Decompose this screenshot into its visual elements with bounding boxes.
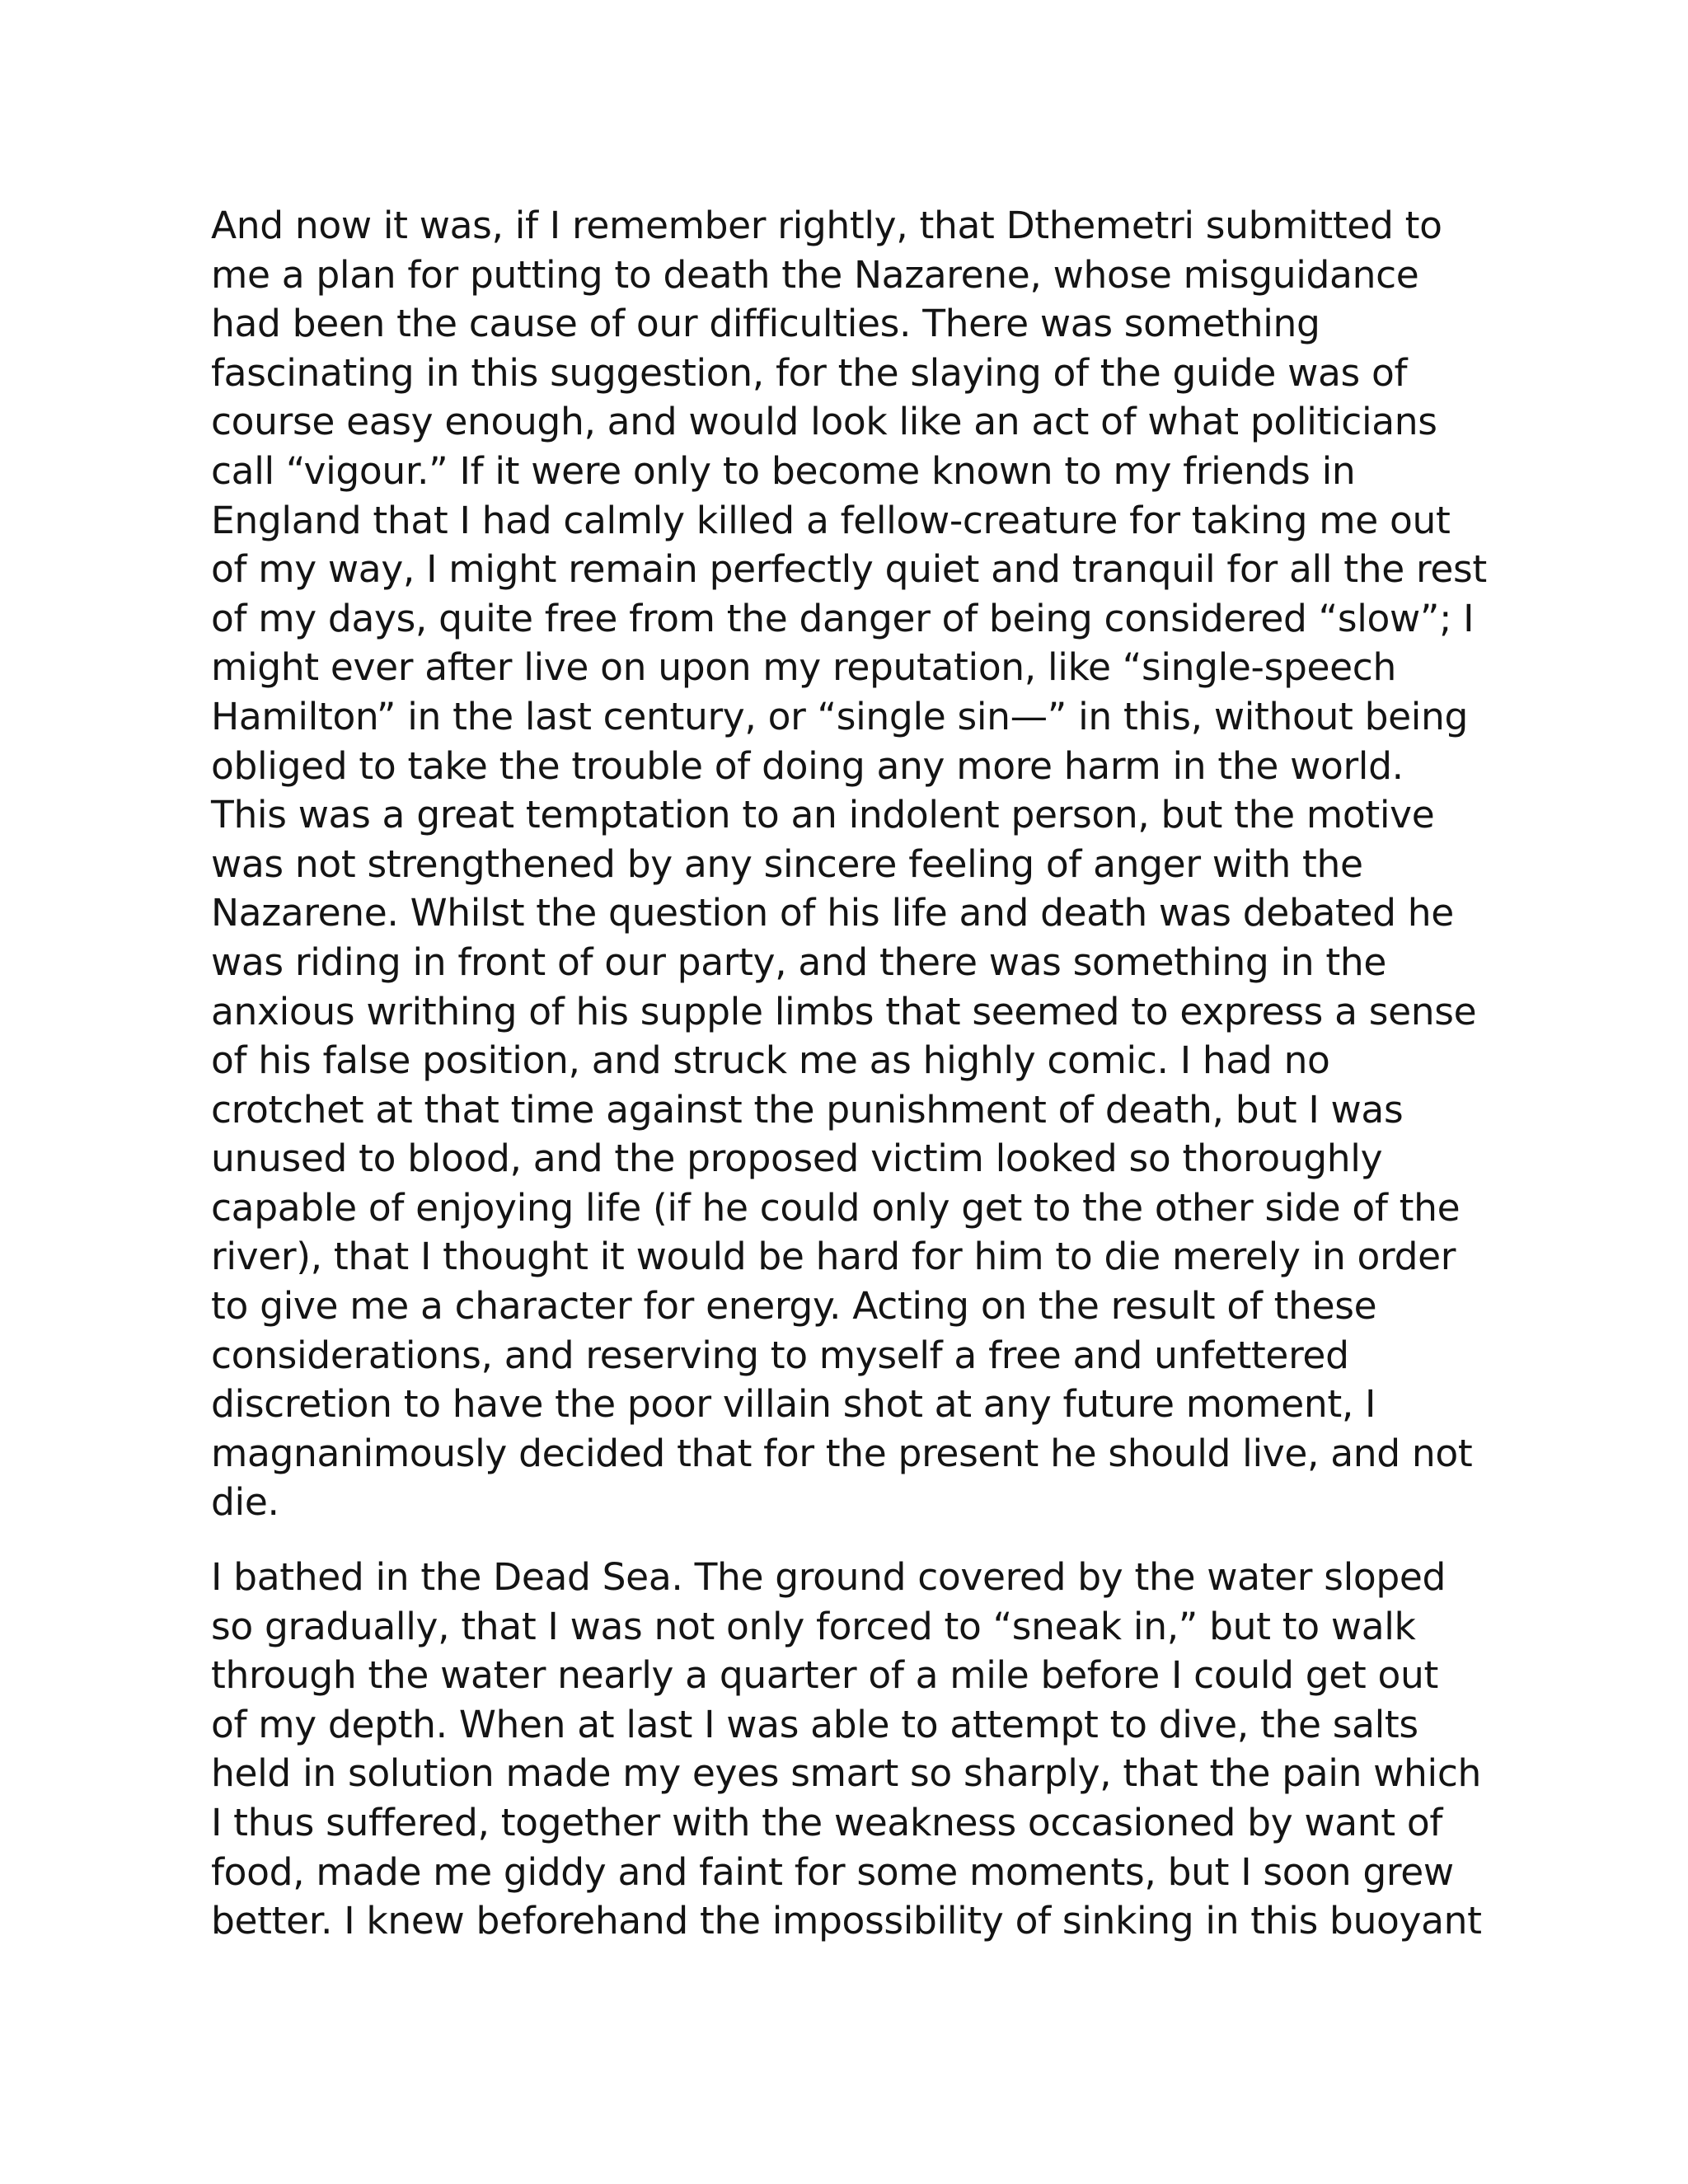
text-line: of my days, quite free from the danger of being considered “slow”; I <box>211 596 1475 640</box>
text-line: better. I knew beforehand the impossibility of sinking in this buoyant <box>211 1899 1482 1943</box>
text-line: held in solution made my eyes smart so sharply, that the pain which <box>211 1751 1481 1796</box>
text-line: to give me a character for energy. Acting on the result of these <box>211 1284 1377 1329</box>
body-text <box>211 201 1487 1946</box>
text-line: I thus suffered, together with the weakness occasioned by want of <box>211 1801 1443 1844</box>
text-line: considerations, and reserving to myself a free and unfettered <box>211 1333 1349 1377</box>
text-line: call “vigour.” If it were only to become known to my friends in <box>211 448 1356 493</box>
text-line: die. <box>211 1480 279 1525</box>
text-line: unused to blood, and the proposed victim looked so thoroughly <box>211 1137 1383 1181</box>
text-line: anxious writhing of his supple limbs that seemed to express a sense <box>211 989 1477 1033</box>
text-line: discretion to have the poor villain shot at any future moment, I <box>211 1382 1376 1427</box>
text-line: of my depth. When at last I was able to attempt to dive, the salts <box>211 1702 1418 1746</box>
text-line: so gradually, that I was not only forced to “sneak in,” but to walk <box>211 1604 1416 1648</box>
paragraph-1 <box>211 201 1487 1527</box>
paragraph-spacer <box>211 1527 1480 1553</box>
text-line: I bathed in the Dead Sea. The ground covered by the water sloped <box>211 1555 1447 1600</box>
text-line: river), that I thought it would be hard for him to die merely in order <box>211 1235 1456 1279</box>
text-line: Nazarene. Whilst the question of his life and death was debated he <box>211 891 1454 935</box>
text-line: was riding in front of our party, and there was something in the <box>211 940 1387 984</box>
text-line: of my way, I might remain perfectly quiet and tranquil for all the rest <box>211 547 1487 592</box>
text-line: through the water nearly a quarter of a mile before I could get out <box>211 1653 1439 1698</box>
text-line: capable of enjoying life (if he could only get to the other side of the <box>211 1185 1461 1230</box>
text-line: obliged to take the trouble of doing any more harm in the world. <box>211 743 1404 788</box>
text-line: England that I had calmly killed a fellow-creature for taking me out <box>211 498 1451 542</box>
paragraph-2 <box>211 1553 1480 1946</box>
text-line: And now it was, if I remember rightly, that Dthemetri submitted to <box>211 204 1442 247</box>
text-line: course easy enough, and would look like an act of what politicians <box>211 400 1437 444</box>
text-line: might ever after live on upon my reputation, like “single-speech <box>211 645 1396 690</box>
text-line: of his false position, and struck me as highly comic. I had no <box>211 1038 1330 1083</box>
text-line: crotchet at that time against the punishment of death, but I was <box>211 1087 1404 1132</box>
text-line: This was a great temptation to an indolent person, but the motive <box>211 793 1435 837</box>
text-line: me a plan for putting to death the Nazarene, whose misguidance <box>211 252 1419 297</box>
text-line: was not strengthened by any sincere feeling of anger with the <box>211 841 1363 886</box>
text-line: magnanimously decided that for the present he should live, and not <box>211 1431 1473 1475</box>
text-line: food, made me giddy and faint for some moments, but I soon grew <box>211 1849 1454 1894</box>
text-line: fascinating in this suggestion, for the slaying of the guide was of <box>211 350 1408 395</box>
text-line: Hamilton” in the last century, or “single sin—” in this, without being <box>211 694 1469 738</box>
text-line: had been the cause of our difficulties. There was something <box>211 302 1320 346</box>
